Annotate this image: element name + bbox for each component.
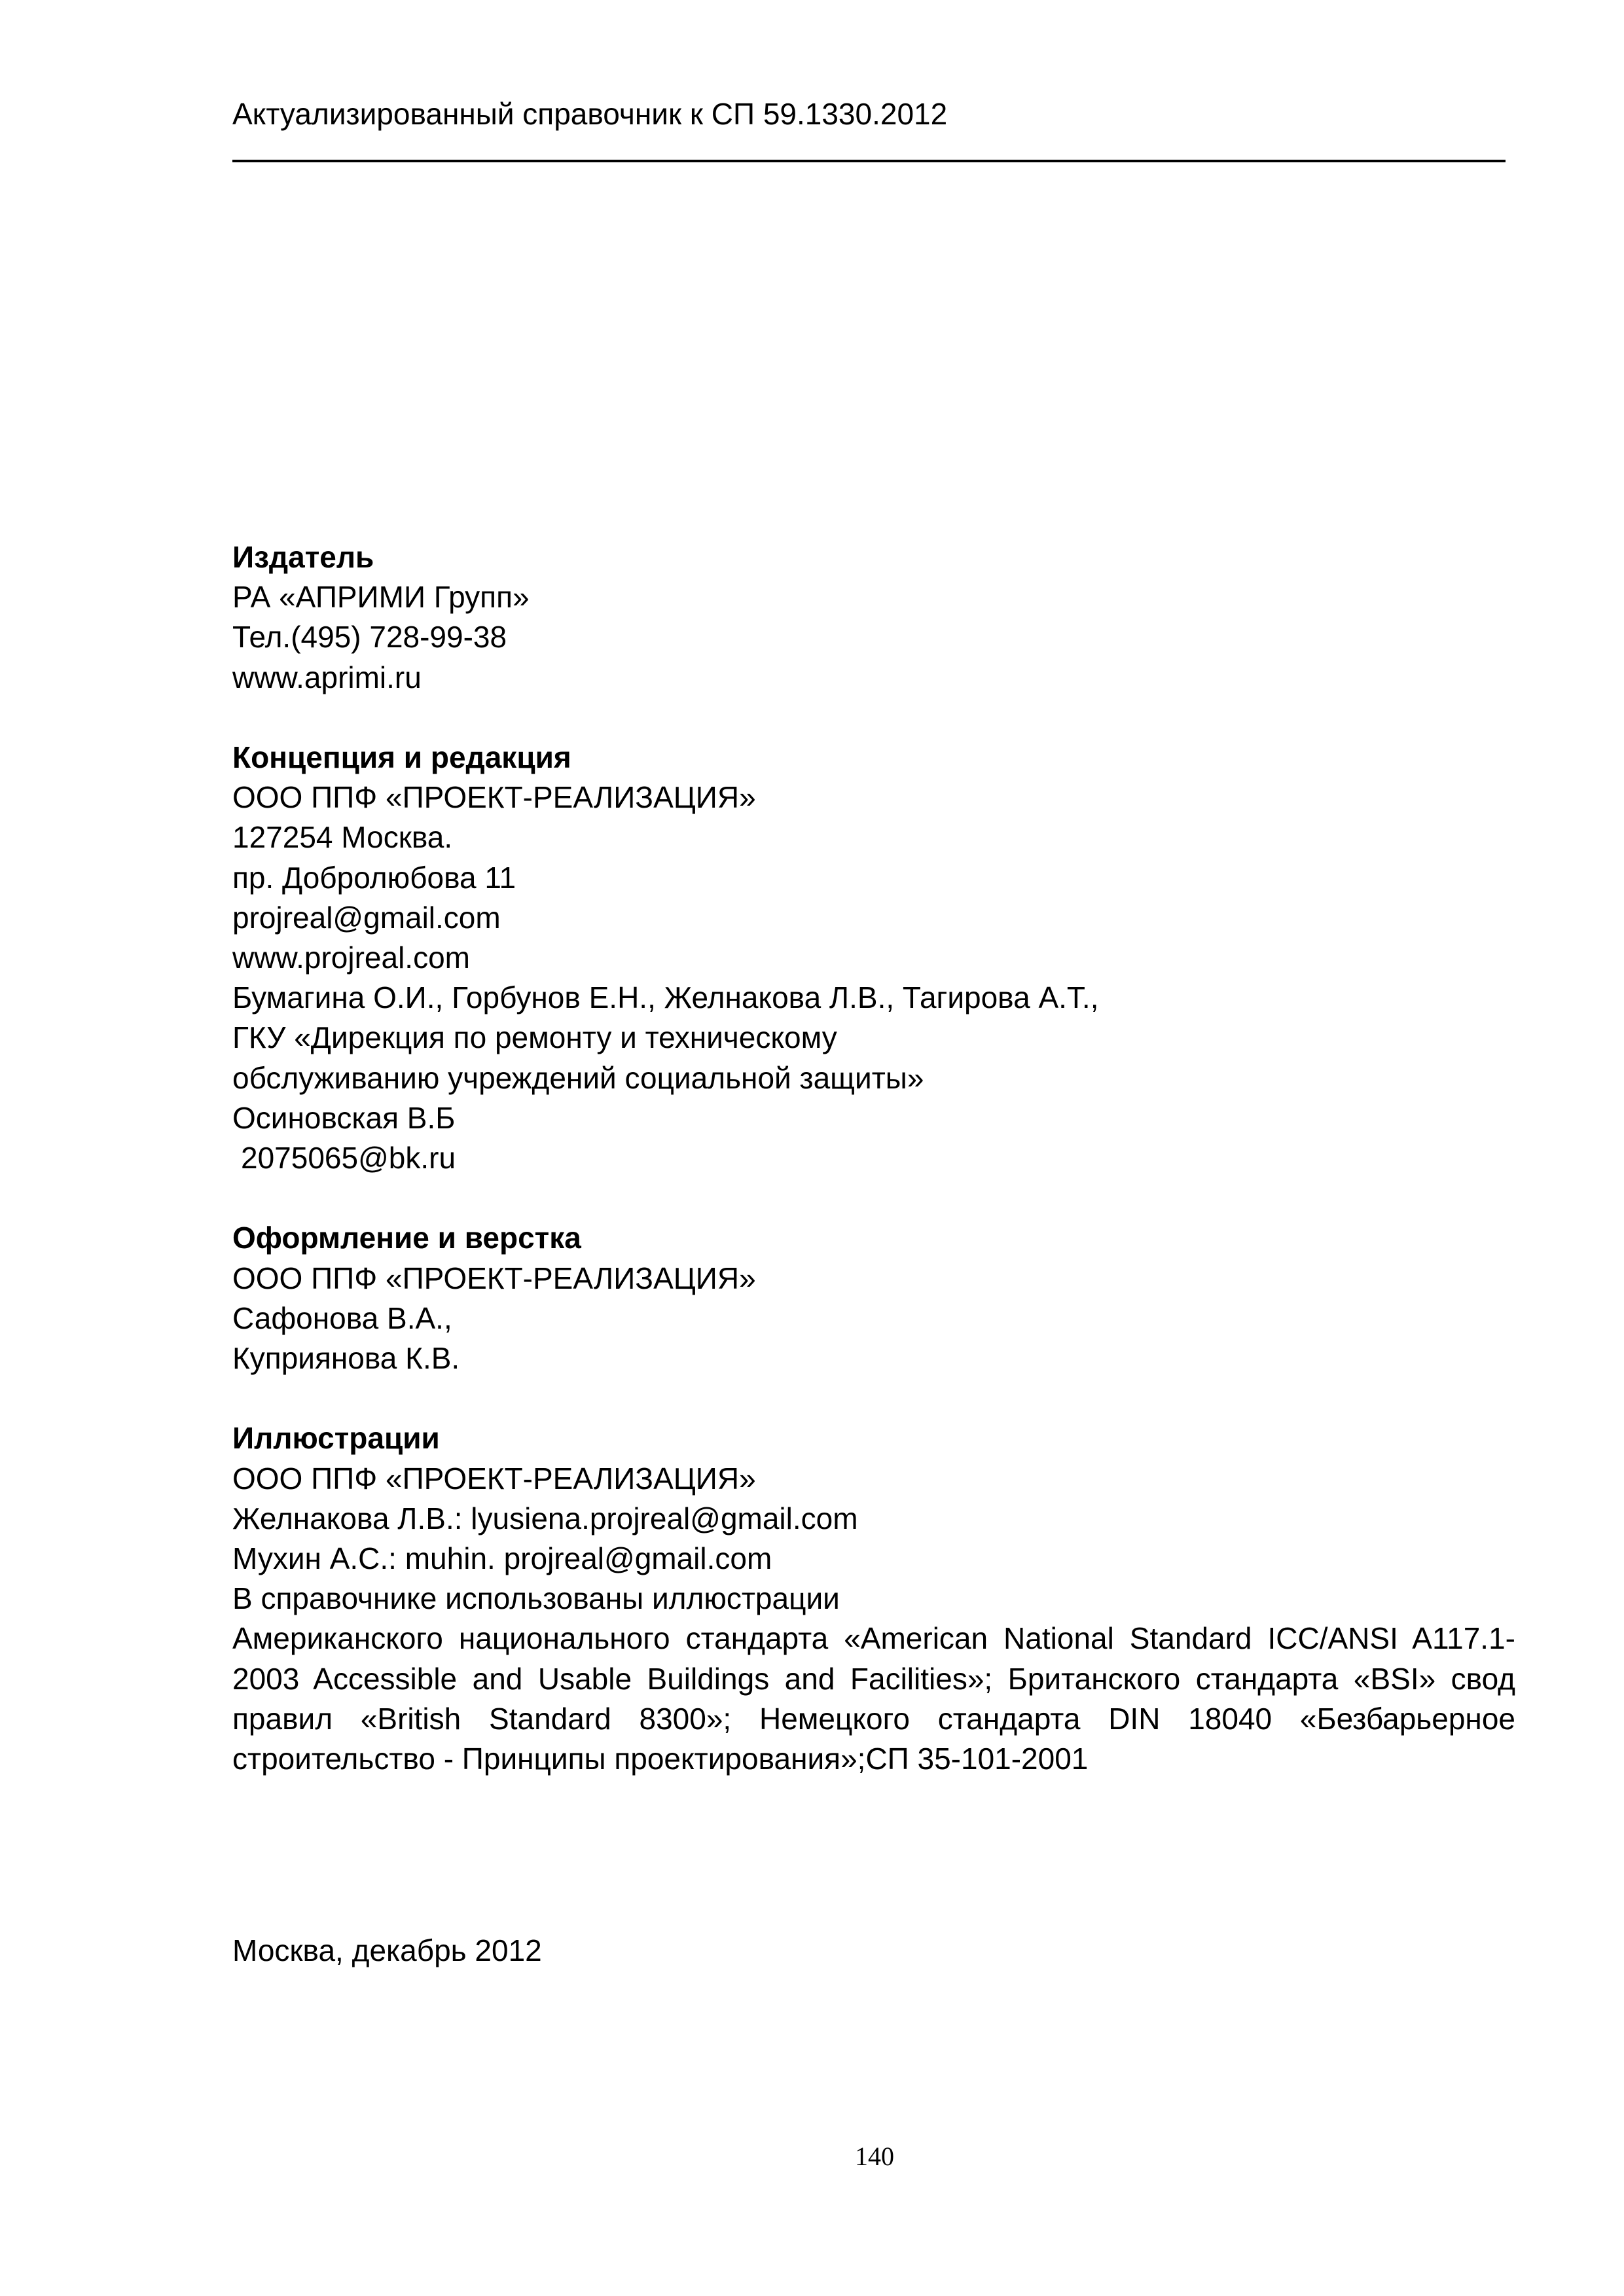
concept-street: пр. Добролюбова 11	[232, 860, 516, 895]
publisher-heading: Издатель	[232, 540, 374, 574]
layout-designer-2: Куприянова К.В.	[232, 1341, 460, 1376]
concept-website[interactable]: www.projreal.com	[232, 941, 470, 975]
concept-authors: Бумагина О.И., Горбунов Е.Н., Желнакова Л.В., Тагирова А.Т.,	[232, 980, 1099, 1015]
illustrations-organization: ООО ППФ «ПРОЕКТ-РЕАЛИЗАЦИЯ»	[232, 1461, 756, 1496]
header-divider	[232, 160, 1506, 162]
concept-gku-line2: обслуживанию учреждений социальной защиты»	[232, 1060, 924, 1095]
layout-design-heading: Оформление и верстка	[232, 1221, 581, 1255]
illustrations-sources-paragraph: Американского национального стандарта «American National Standard ICC/ANSI A117.1-2003 Accessible and Usable Buildings and Facilities»; Британского стандарта «BSI» свод правил «British Standard 8300»; Немецкого стандарта DIN 18040 «Безбарьерное строительство - Принципы проектирования»;СП 35-101-2001	[232, 1621, 1515, 1776]
concept-organization: ООО ППФ «ПРОЕКТ-РЕАЛИЗАЦИЯ»	[232, 780, 756, 815]
concept-section	[232, 738, 1515, 1178]
publisher-phone: Тел.(495) 728-99-38	[232, 620, 507, 655]
place-and-date: Москва, декабрь 2012	[232, 1933, 542, 1967]
running-header: Актуализированный справочник к СП 59.1330.2012	[232, 97, 948, 131]
layout-design-section	[232, 1218, 1515, 1378]
concept-contact-email[interactable]: 2075065@bk.ru	[241, 1141, 456, 1175]
illustrations-sources-intro: В справочнике использованы иллюстрации	[232, 1581, 840, 1616]
concept-email[interactable]: projreal@gmail.com	[232, 900, 501, 935]
illustrator-1: Желнакова Л.В.: lyusiena.projreal@gmail.com	[232, 1501, 858, 1535]
layout-designer-1: Сафонова В.А.,	[232, 1300, 452, 1335]
illustrator-2: Мухин А.С.: muhin. projreal@gmail.com	[232, 1541, 772, 1576]
illustrations-heading: Иллюстрации	[232, 1421, 440, 1456]
illustrations-section	[232, 1418, 1515, 1779]
concept-gku-line1: ГКУ «Дирекция по ремонту и техническому	[232, 1020, 837, 1055]
concept-contact-name: Осиновская В.Б	[232, 1100, 456, 1135]
publisher-section	[232, 537, 1515, 698]
layout-design-organization: ООО ППФ «ПРОЕКТ-РЕАЛИЗАЦИЯ»	[232, 1261, 756, 1295]
publisher-name: РА «АПРИМИ Групп»	[232, 580, 530, 615]
publisher-website[interactable]: www.aprimi.ru	[232, 660, 422, 694]
concept-city: 127254 Москва.	[232, 820, 453, 855]
concept-heading: Концепция и редакция	[232, 740, 571, 774]
page-number: 140	[855, 2142, 894, 2171]
imprint-content	[232, 537, 1515, 1819]
